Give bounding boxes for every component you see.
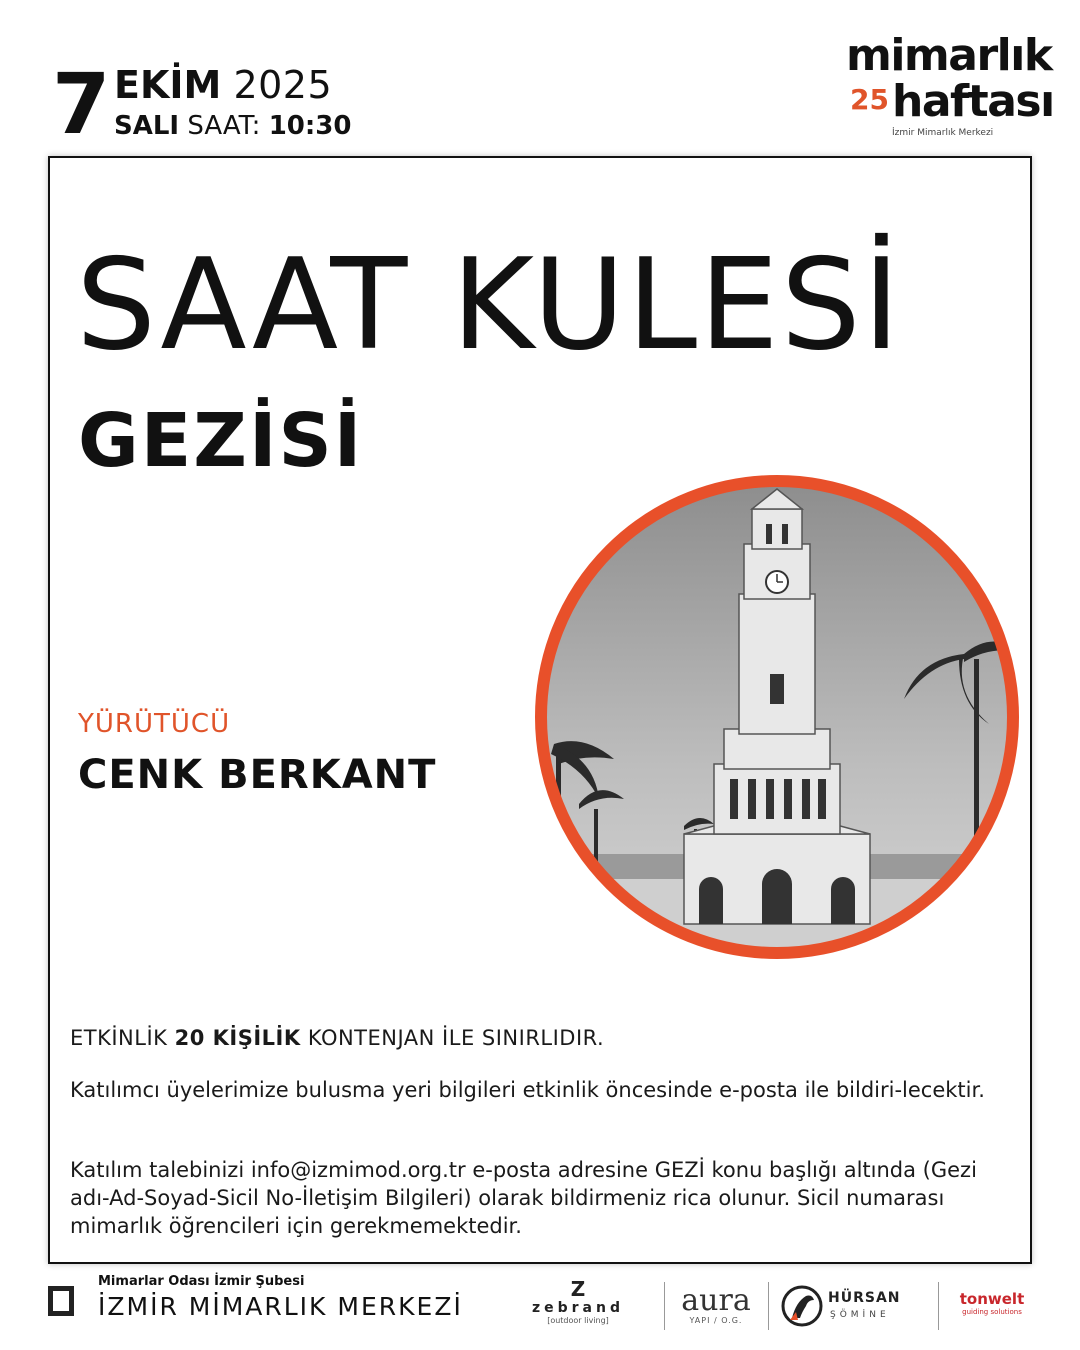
org-big-name: İZMİR MİMARLIK MERKEZİ	[98, 1292, 463, 1321]
registration-note: Katılım talebinizi info@izmimod.org.tr e-posta adresine GEZİ konu başlığı altında (Gezi adı-Ad-Soyad-Sicil No-İletişim Bilgileri) olarak bildirmeniz rica olunur. Sicil numarası mimarlık öğrencileri için gerekmemektedir.	[70, 1158, 977, 1238]
event-time: 10:30	[268, 111, 352, 141]
sponsor-zebrand-name: zebrand	[531, 1300, 624, 1316]
event-time-line	[114, 113, 351, 139]
page-subtitle: GEZİSİ	[78, 398, 364, 484]
sponsor-hursan	[776, 1278, 932, 1334]
page-title: SAAT KULESİ	[76, 231, 902, 378]
org-small-name: Mimarlar Odası İzmir Şubesi	[98, 1274, 305, 1289]
bracket-mark-icon	[48, 1286, 74, 1316]
logo-word-1: mimarlık	[846, 30, 1052, 81]
sponsor-tonwelt-tag: guiding solutions	[962, 1308, 1022, 1316]
mimarlik-haftasi-logo	[846, 30, 1054, 140]
sponsor-aura	[670, 1278, 762, 1334]
organizer-role: YÜRÜTÜCÜ	[78, 709, 231, 739]
izmir-mimarlik-merkezi-logo	[48, 1272, 488, 1332]
event-year: 2025	[233, 63, 333, 107]
sponsor-divider	[768, 1282, 769, 1330]
sponsor-zebrand	[508, 1278, 648, 1334]
logo-badge: 25	[850, 83, 889, 116]
capacity-post: KONTENJAN İLE SINIRLIDIR.	[300, 1026, 605, 1050]
sponsor-tonwelt-name: tonwelt	[959, 1290, 1025, 1308]
event-time-label: SAAT:	[187, 111, 261, 141]
capacity-pre: ETKİNLİK	[70, 1026, 175, 1050]
capacity-count: 20 KİŞİLİK	[174, 1026, 301, 1050]
event-month-year	[114, 63, 333, 107]
event-day: 7	[52, 55, 109, 153]
organizer-name: CENK BERKANT	[78, 752, 437, 798]
capacity-note	[70, 1024, 1020, 1052]
sponsor-tonwelt	[944, 1278, 1040, 1334]
sponsor-hursan-name: HÜRSAN	[828, 1290, 901, 1306]
event-month: EKİM	[114, 63, 222, 107]
sponsor-hursan-tag: ŞÖMİNE	[830, 1310, 890, 1320]
sponsor-zebrand-tag: [outdoor living]	[547, 1316, 609, 1325]
logo-word-2: haftası	[892, 76, 1054, 127]
hursan-horse-icon	[780, 1284, 824, 1328]
logo-subtitle: İzmir Mimarlık Merkezi	[892, 128, 994, 138]
sponsor-aura-name: aura	[681, 1283, 751, 1318]
zebrand-z-icon: Z	[570, 1277, 586, 1301]
sponsor-aura-tag: YAPI / O.G.	[689, 1316, 743, 1325]
event-weekday: SALI	[114, 111, 180, 141]
sponsor-divider	[938, 1282, 939, 1330]
meeting-note: Katılımcı üyelerimize bulusma yeri bilgileri etkinlik öncesinde e-posta ile bildiri-lecektir.	[70, 1078, 985, 1102]
clock-tower-photo	[534, 474, 1020, 960]
sponsor-divider	[664, 1282, 665, 1330]
